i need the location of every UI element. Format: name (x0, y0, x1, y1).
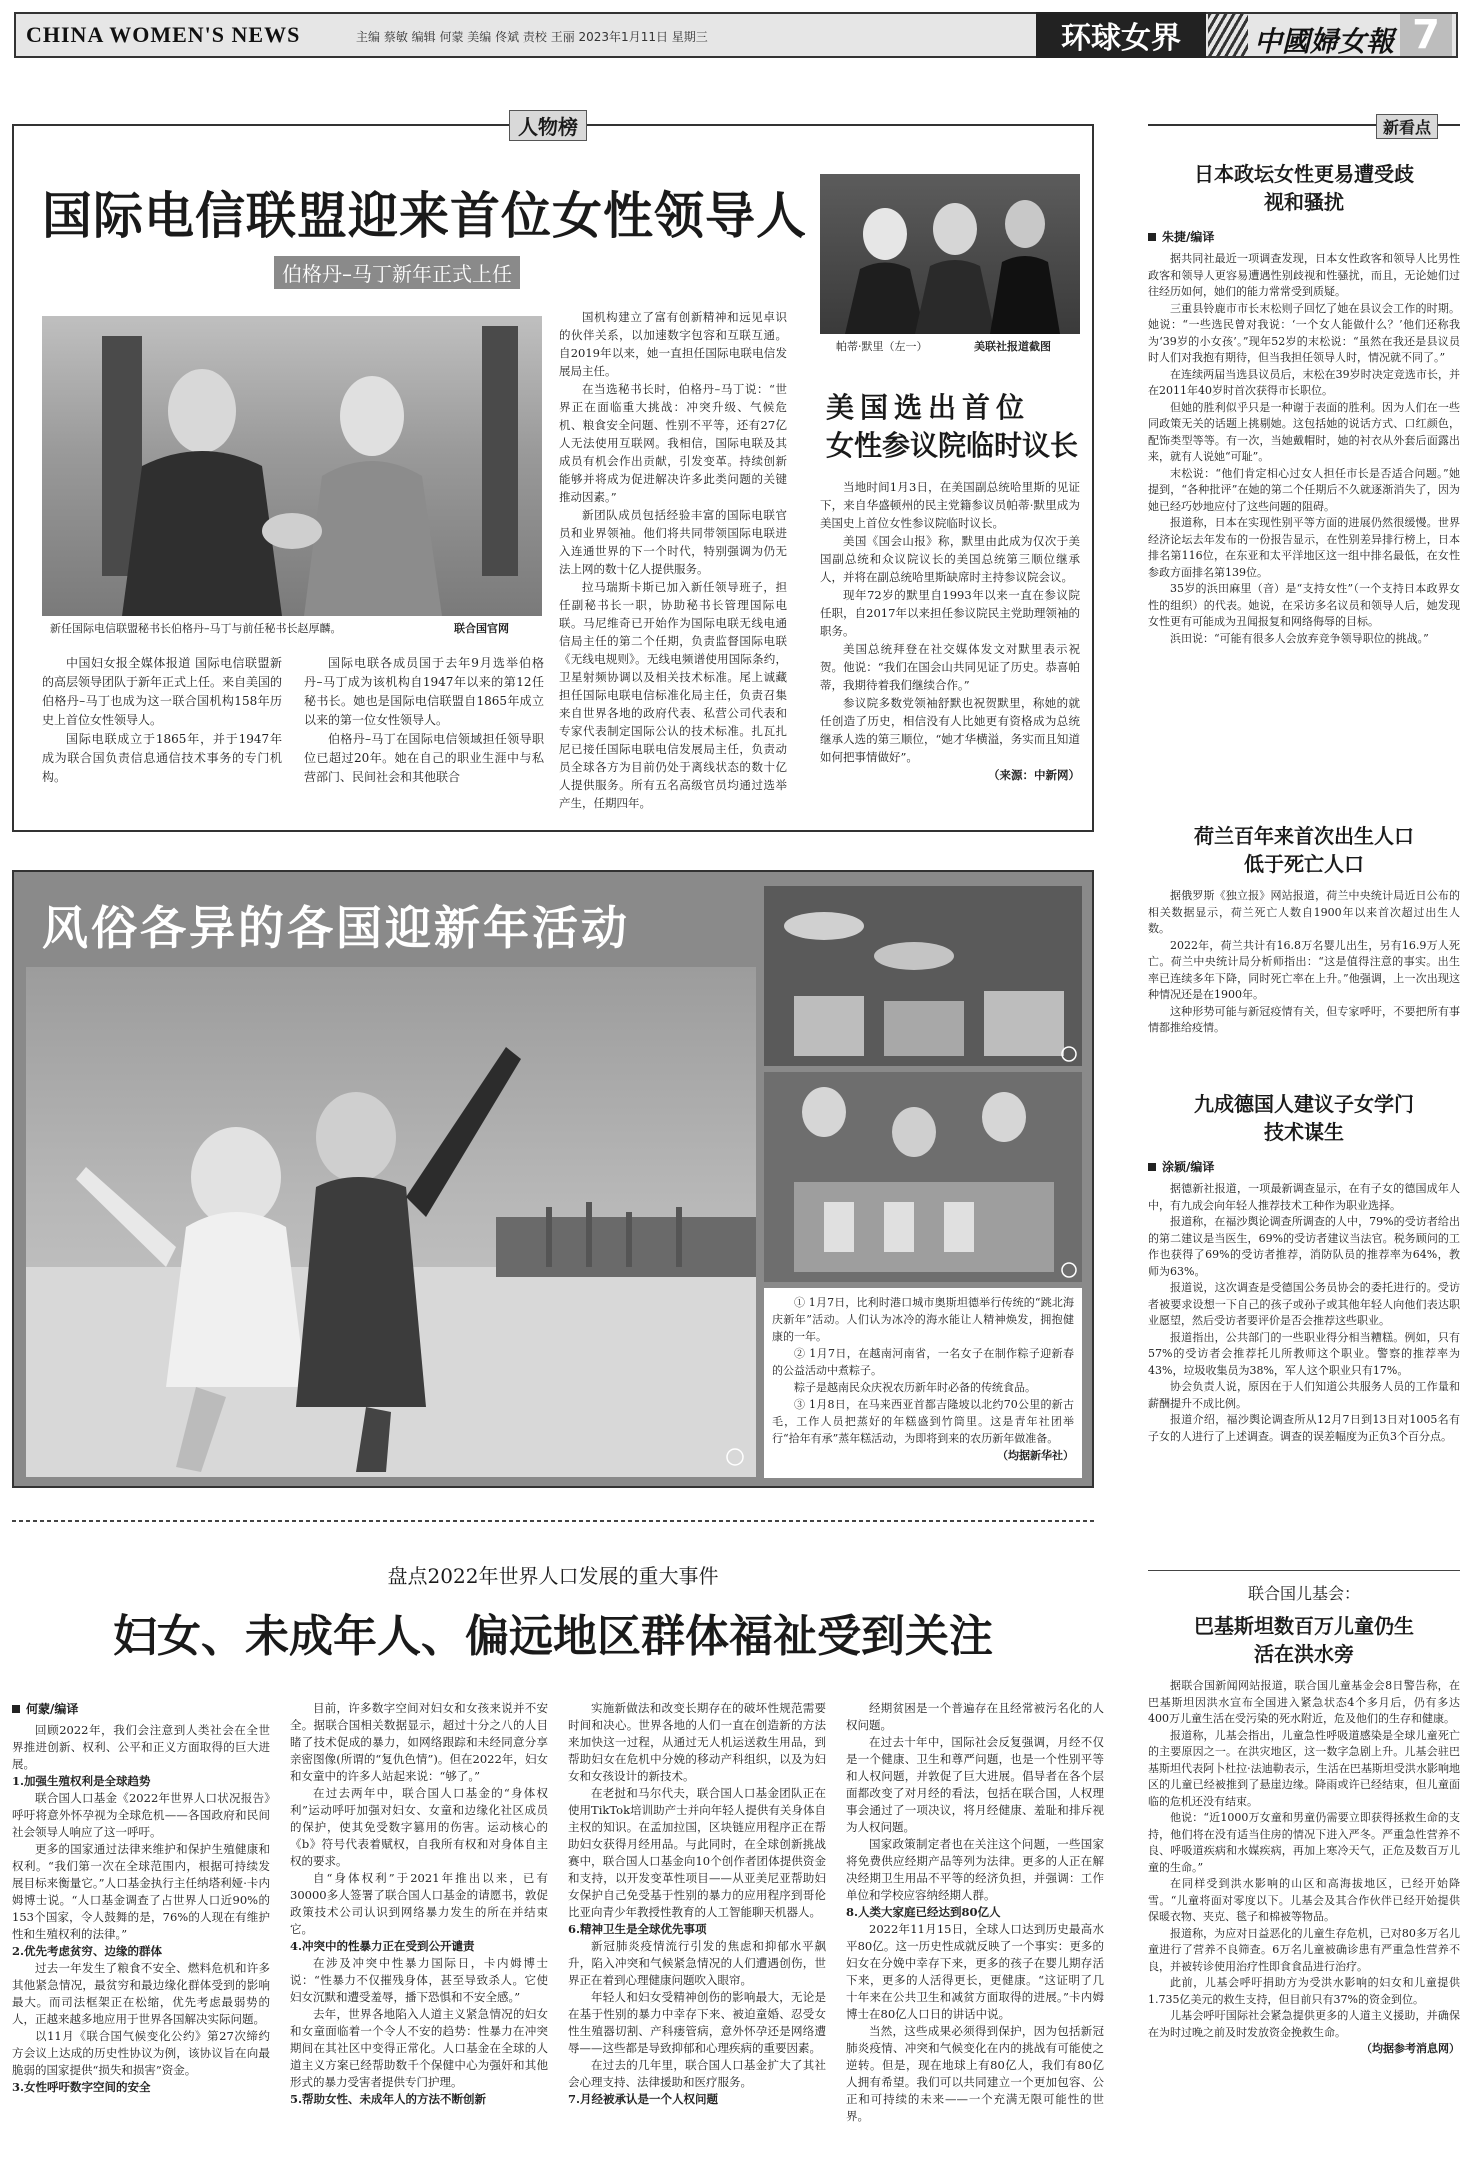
paragraph: 据共同社最近一项调查发现，日本女性政客和领导人比男性政客和领导人更容易遭遇性别歧视和性骚扰，而且，无论她们过往经历如何，她们的能力常常受到质疑。 (1148, 252, 1460, 298)
new-year-title: 风俗各异的各国迎新年活动 (42, 901, 630, 955)
story-body (1148, 251, 1460, 647)
sidebar-tag: 新看点 (1376, 114, 1438, 139)
malaysia-rice-cake-photo (764, 1072, 1082, 1282)
caption-2: ② 1月7日，在越南河南省，一名女子在制作粽子迎新春的公益活动中煮粽子。 (772, 1347, 1074, 1377)
paragraph: 在连续两届当选县议员后，末松在39岁时决定竞选市长，并在2011年40岁时首次获得市长职位。 (1148, 367, 1460, 397)
paragraph: 在老挝和马尔代夫，联合国人口基金团队正在使用TikTok培训助产士并向年轻人提供有关身体自主权的知识。在孟加拉国，区块链应用程序正在帮助妇女获得月经用品。与此同时，在全球创新挑战赛中，联合国人口基金向10个创作者团体提供资金和支持，以开发变革性项目——从亚美尼亚帮助妇女保护自己免受基于性别的暴力的应用程序到哥伦比亚向青少年教授性教育的人工智能聊天机器人。 (568, 1786, 826, 1919)
story-germany (1148, 1090, 1460, 1445)
murray-body (820, 478, 1080, 784)
story-netherlands (1148, 822, 1460, 1037)
paragraph: 三重县铃鹿市市长末松则子回忆了她在县议会工作的时期。她说：“一些选民曾对我说：‘一个女人能做什么？’他们还称我为‘39岁的小女孩’。”现年52岁的末松说：“虽然在我还是县议员时人们对我抱有期待，但当我担任领导人时，情况就不同了。” (1148, 301, 1460, 364)
itu-photo (42, 316, 542, 616)
section-heading: 8.人类大家庭已经达到80亿人 (846, 1905, 1001, 1919)
page-number: 7 (1400, 14, 1452, 56)
section-heading: 3.女性呼吁数字空间的安全 (12, 2080, 151, 2094)
source-note: （均据参考消息网） (1361, 2042, 1460, 2055)
section-heading: 7.月经被承认是一个人权问题 (568, 2092, 719, 2106)
paper-english-name: CHINA WOMEN'S NEWS (26, 22, 301, 47)
divider (12, 1520, 1094, 1522)
paragraph: 末松说：“他们肯定相心过女人担任市长是否适合问题。”她提到，“各种批评”在她的第二个任期后不久就逐渐消失了，因为她已经巧妙地应付了这些问题的阻碍。 (1148, 466, 1460, 513)
paragraph: 报道指出，公共部门的一些职业得分相当糟糕。例如，只有57%的受访者会推荐托儿所教师这个职业。警察的推荐率为43%，垃圾收集员为38%，军人这个职业只有17%。 (1148, 1330, 1460, 1377)
paragraph: 经期贫困是一个普遍存在且经常被污名化的人权问题。 (846, 1701, 1104, 1732)
murray-photo-credit: 美联社报道截图 (974, 340, 1051, 353)
hatch-decoration (1208, 14, 1248, 56)
paragraph: 新冠肺炎疫情流行引发的焦虑和抑郁水平飙升，陷入冲突和气候紧急情况的人们遭遇创伤，世界正在着到心理健康问题吹入眼帘。 (568, 1939, 826, 1987)
story-body (1148, 1181, 1460, 1445)
paragraph: 浜田说：“可能有很多人会放弃竞争领导职位的挑战。” (1170, 631, 1429, 645)
paragraph: 在过去十年中，国际社会反复强调，月经不仅是一个健康、卫生和尊严问题，也是一个性别平等和人权问题，并敦促了巨大进展。倡导者在各个层面都改变了对月经的看法，包括在联合国，人权理事会通过了一项决议，将月经健康、羞耻和排斥视为人权问题。 (846, 1735, 1104, 1834)
murray-title-line-1: 美国选出首位 (826, 391, 1031, 424)
population-author: 何蒙/编译 (12, 1700, 78, 1717)
masthead-credits: 主编 蔡敏 编辑 何蒙 美编 佟斌 责校 王丽 2023年1月11日 星期三 (356, 30, 708, 44)
paragraph: 在当选秘书长时，伯格丹–马丁说：“世界正在面临重大挑战：冲突升级、气候危机、粮食安全问题、性别不平等，还有27亿人无法使用互联网。我相信，国际电联及其成员有机会作出贡献，引发变革。持续创新能够并将成为促进解决许多此类问题的关键推动因素。” (559, 382, 787, 504)
itu-column-1 (42, 654, 282, 787)
population-kicker: 盘点2022年世界人口发展的重大事件 (387, 1564, 719, 1588)
paragraph: 去年，世界各地陷入人道主义紧急情况的妇女和女童面临着一个令人不安的趋势：性暴力在冲突期间在其社区中变得正常化。人口基金在全球的人道主义方案已经帮助数千个保健中心为强奸和其他形式的暴力受害者提供专门护理。 (290, 2007, 548, 2089)
story-japan (1148, 160, 1460, 647)
paragraph: 参议院多数党领袖舒默也祝贺默里，称她的就任创造了历史，相信没有人比她更有资格成为总统继承人选的第三顺位，“她才华横溢，务实而且知道如何把事情做好”。 (820, 696, 1080, 764)
paragraph: 2022年，荷兰共计有16.8万名婴儿出生，另有16.9万人死亡。荷兰中央统计局分析师指出：“这是值得注意的事实。出生率已连续多年下降，同时死亡率在上升。”他强调，上一次出现这种情况还是在1900年。 (1148, 938, 1460, 1001)
paragraph: 据联合国新闻网站报道，联合国儿童基金会8日警告称，在巴基斯坦因洪水宣布全国进入紧急状态4个多月后，仍有多达400万儿童生活在受污染的死水附近，危及他们的生存和健康。 (1148, 1679, 1460, 1725)
source-note: （来源：中新网） (988, 768, 1080, 782)
section-name: 环球女界 (1036, 12, 1206, 58)
new-year-feature (12, 870, 1094, 1488)
paragraph: 新团队成员包括经验丰富的国际电联官员和业界领袖。他们将共同带领国际电联进入连通世界的下一个时代，特别强调为仍无法上网的数十亿人提供服务。 (559, 508, 787, 576)
paragraph: 联合国人口基金《2022年世界人口状况报告》呼吁将意外怀孕视为全球危机——各国政府和民间社会领导人响应了这一呼吁。 (12, 1791, 270, 1839)
story-title: 日本政坛女性更易遭受歧视和骚扰 (1194, 162, 1414, 214)
paragraph: 此前，儿基会呼吁捐助方为受洪水影响的妇女和儿童提供1.735亿美元的救生支持，但目前只有37%的资金到位。 (1148, 1976, 1460, 2006)
section-heading: 6.精神卫生是全球优先事项 (568, 1922, 707, 1936)
paragraph: 国际电联各成员国于去年9月选举伯格丹–马丁成为该机构自1947年以来的第12任秘书长。她也是国际电信联盟自1865年成立以来的第一位女性领导人。 (304, 656, 544, 727)
paragraph: 报道称，为应对日益恶化的儿童生存危机，已对80多万名儿童进行了营养不良筛查。6万名儿童被确诊患有严重急性营养不良，并被转诊使用治疗性即食食品进行治疗。 (1148, 1926, 1460, 1973)
paragraph: 当地时间1月3日，在美国副总统哈里斯的见证下，来自华盛顿州的民主党籍参议员帕蒂·默里成为美国史上首位女性参议院临时议长。 (820, 480, 1080, 530)
paragraph: 他说：“近1000万女童和男童仍需要立即获得拯救生命的支持，他们将在没有适当住房的情况下进入严冬。严重急性营养不良、呼吸道疾病和水媒疾病，再加上寒冷天气，正危及数百万儿童的生命。” (1148, 1811, 1460, 1874)
itu-column-2 (304, 654, 544, 787)
story-tag: 人物榜 (509, 110, 587, 141)
section-heading: 2.优先考虑贫穷、边缘的群体 (12, 1944, 163, 1958)
paragraph: 35岁的浜田麻里（音）是“支持女性”（一个支持日本政界女性的组织）的代表。她说，在采访多名议员和领导人后，她发现女性更有可能成为丑闻报复和网络侮辱的目标。 (1148, 582, 1460, 628)
section-heading: 5.帮助女性、未成年人的方法不断创新 (290, 2092, 487, 2106)
caption-3: ③ 1月8日，在马来西亚首都吉隆坡以北约70公里的新古毛，工作人员把蒸好的年糕盛到竹筒里。这是青年社团举行“拾年有承”蒸年糕活动，为即将到来的农历新年做准备。 (772, 1398, 1074, 1445)
ostend-plunge-photo (26, 967, 756, 1477)
paper-chinese-logo: 中國婦女報 (1253, 25, 1394, 58)
paragraph: 在过去两年中，联合国人口基金的“身体权利”运动呼吁加强对妇女、女童和边缘化社区成员的保护，使其免受数字篡用的伤害。运动核心的《b》符号代表着赋权，自我所有权和对身体自主权的要求。 (290, 1786, 548, 1868)
section-heading: 4.冲突中的性暴力正在受到公开谴责 (290, 1939, 475, 1953)
paragraph: 儿基会呼吁国际社会紧急提供更多的人道主义援助，并确保在为时过晚之前及时发放资金挽救生命。 (1148, 2009, 1460, 2039)
paragraph: 报道称，日本在实现性别平等方面的进展仍然很缓慢。世界经济论坛去年发布的一份报告显示，在性别差异排行榜上，日本排名第116位，在东亚和太平洋地区这一组中排名最低，在女性参政方面排名第139位。 (1148, 516, 1460, 579)
paragraph: 美国总统拜登在社交媒体发文对默里表示祝贺。他说：“我们在国会山共同见证了历史。恭喜帕蒂，我期待着我们继续合作。” (820, 642, 1080, 692)
population-column-2 (290, 1700, 548, 2108)
paragraph: 协会负责人说，原因在于人们知道公共服务人员的工作量和薪酬提升不成比例。 (1148, 1380, 1460, 1410)
caption-2-extra: 粽子是越南民众庆祝农历新年时必备的传统食品。 (794, 1381, 1036, 1394)
paragraph: 自“身体权利”于2021年推出以来，已有30000多人签署了联合国人口基金的请愿书，敦促政策技术公司认识到网络暴力发生的所在并结束它。 (290, 1871, 548, 1936)
story-kicker: 联合国儿基会： (1247, 1584, 1360, 1603)
itu-photo-illustration (42, 316, 542, 616)
itu-story-box (12, 115, 1094, 832)
murray-photo (820, 174, 1080, 334)
story-title: 荷兰百年来首次出生人口低于死亡人口 (1194, 824, 1414, 876)
paragraph: 据德新社报道，一项最新调查显示，在有子女的德国成年人中，有九成会向年轻人推荐技术工种作为职业选择。 (1148, 1182, 1460, 1212)
paragraph: 据俄罗斯《独立报》网站报道，荷兰中央统计局近日公布的相关数据显示，荷兰死亡人数自1900年以来首次超过出生人数。 (1148, 889, 1460, 935)
population-column-1 (12, 1722, 270, 2096)
population-title: 妇女、未成年人、偏远地区群体福祉受到关注 (113, 1611, 993, 1662)
population-column-3 (568, 1700, 826, 2108)
story-author: 朱捷/编译 (1148, 228, 1460, 245)
paragraph: 现年72岁的默里自1993年以来一直在参议院任职，自2017年以来担任参议院民主党助理领袖的职务。 (820, 588, 1080, 638)
story-title: 巴基斯坦数百万儿童仍生活在洪水旁 (1194, 1614, 1414, 1666)
paragraph: 报道称，儿基会指出，儿童急性呼吸道感染是全球儿童死亡的主要原因之一。在洪灾地区，这一数字急剧上升。儿基会驻巴基斯坦代表阿卜杜拉·法迪勒表示，生活在巴基斯坦受洪水影响地区的儿童已经被推到了悬崖边缘。降雨或许已经结束，但儿童面临的危机还没有结束。 (1148, 1728, 1460, 1808)
population-column-4 (846, 1700, 1104, 2125)
story-body (1148, 1678, 1460, 2041)
paragraph: 2022年11月15日，全球人口达到历史最高水平80亿。这一历史性成就反映了一个事实：更多的妇女在分娩中幸存下来，更多的孩子在婴儿期存活下来，更多的人活得更长，更健康。“这证明了几十年来在公共卫生和减贫方面取得的进展。”卡内姆博士在80亿人口日的讲话中说。 (846, 1922, 1104, 2021)
paragraph: 年轻人和妇女受精神创伤的影响最大，无论是在基于性别的暴力中幸存下来、被迫童婚、忍受女性生殖器切割、产科瘘管病，意外怀孕还是网络遭辱——这些都是导致抑郁和心理疾病的重要因素。 (568, 1990, 826, 2055)
paragraph: 目前，许多数字空间对妇女和女孩来说并不安全。据联合国相关数据显示，超过十分之八的人目睹了技术促成的暴力，如网络跟踪和未经同意分享亲密图像(所谓的“复仇色情”)。但在2022年，妇女和女童中的许多人站起来说：“够了。” (290, 1701, 548, 1783)
itu-column-3 (559, 308, 787, 812)
divider (1148, 1570, 1460, 1571)
paragraph: 在同样受到洪水影响的山区和高海拔地区，已经开始降雪。“儿童将面对零度以下。儿基会及其合作伙伴已经开始提供保暖衣物、夹克、毯子和棉被等物品。 (1148, 1877, 1460, 1923)
paragraph: 中国妇女报全媒体报道 国际电信联盟新的高层领导团队于新年正式上任。来自美国的伯格丹–马丁也成为这一联合国机构158年历史上首位女性领导人。 (42, 656, 283, 727)
vietnam-rice-cake-photo (764, 886, 1082, 1066)
murray-photo-illustration (820, 174, 1080, 334)
itu-photo-caption: 新任国际电信联盟秘书长伯格丹–马丁与前任秘书长赵厚麟。 (50, 622, 342, 635)
murray-photo-caption: 帕蒂·默里（左一） (836, 340, 928, 353)
paragraph: 以11月《联合国气候变化公约》第27次缔约方会议上达成的历史性协议为例，该协议旨在向最脆弱的国家提供“损失和损害”资金。 (12, 2029, 270, 2077)
paragraph: 国家政策制定者也在关注这个问题，一些国家将免费供应经期产品等列为法律。更多的人正在解决经期卫生用品不平等的经济负担，并强调：工作单位和学校应容纳经期人群。 (846, 1837, 1104, 1902)
itu-photo-credit: 联合国官网 (454, 622, 509, 635)
story-pakistan (1148, 1570, 1460, 2057)
itu-title: 国际电信联盟迎来首位女性领导人 (42, 186, 807, 245)
paragraph: 当然，这些成果必须得到保护，因为包括新冠肺炎疫情、冲突和气候变化在内的挑战有可能使之逆转。但是，现在地球上有80亿人，我们有80亿人拥有希望。我们可以共同建立一个更加包容、公正和可持续的未来——一个充满无限可能性的世界。 (846, 2024, 1104, 2123)
story-title: 九成德国人建议子女学门技术谋生 (1194, 1092, 1414, 1144)
paragraph: 国机构建立了富有创新精神和远见卓识的伙伴关系，以加速数字包容和互联互通。自2019年以来，她一直担任国际电联电信发展局主任。 (559, 310, 787, 378)
new-year-caption-box (764, 1288, 1082, 1478)
paragraph: 报道说，这次调查是受德国公务员协会的委托进行的。受访者被要求设想一下自己的孩子或孙子或其他年轻人向他们表达职业愿望，然后受访者要评价是否会推荐这些职业。 (1148, 1281, 1460, 1327)
paragraph: 但她的胜利似乎只是一种谢于表面的胜利。因为人们在一些同政策无关的话题上挑剔她。这包括她的说话方式、口红颜色，配饰类型等等。有一次，当她戴帽时，她的衬衣从外套后面露出来，就有人说她“可耻”。 (1148, 400, 1460, 463)
paragraph: 报道称，在福沙舆论调查所调查的人中，79%的受访者给出的第二建议是当医生，69%的受访者建议当法官。税务顾问的工作也获得了69%的受访者推荐，消防队员的推荐率为64%，教师为63%。 (1148, 1215, 1460, 1278)
section-heading: 1.加强生殖权利是全球趋势 (12, 1774, 151, 1788)
story-author: 涂颖/编译 (1148, 1158, 1460, 1175)
caption-1: ① 1月7日，比利时港口城市奥斯坦德举行传统的“跳北海庆新年”活动。人们认为冰冷的海水能让人精神焕发，拥抱健康的一年。 (772, 1296, 1074, 1343)
paragraph: 美国《国会山报》称，默里由此成为仅次于美国副总统和众议院议长的美国总统第三顺位继承人，并将在副总统哈里斯缺席时主持参议院会议。 (820, 534, 1080, 584)
paragraph: 回顾2022年，我们会注意到人类社会在全世界推进创新、权利、公平和正义方面取得的巨大进展。 (12, 1723, 270, 1771)
paragraph: 伯格丹–马丁在国际电信领域担任领导职位已超过20年。她在自己的职业生涯中与私营部门、民间社会和其他联合 (304, 732, 544, 784)
paragraph: 在涉及冲突中性暴力国际日，卡内姆博士说：“性暴力不仅摧残身体，甚至导致杀人。它使妇女沉默和遭受羞辱，播下恐惧和不安全感。” (290, 1956, 548, 2004)
paragraph: 过去一年发生了粮食不安全、燃料危机和许多其他紧急情况，最贫穷和最边缘化群体受到的影响最大。而司法框架正在松缩，优先考虑最弱势的人，正越来越多地应用于世界各国解决实际问题。 (12, 1961, 270, 2026)
paragraph: 报道介绍，福沙舆论调查所从12月7日到13日对1005名有子女的人进行了上述调查。调查的误差幅度为正负3个百分点。 (1148, 1413, 1460, 1443)
paragraph: 拉马瑞斯卡斯已加入新任领导班子，担任副秘书长一职，协助秘书长管理国际电联。马尼维奇已开始作为国际电联无线电通信局主任的第二个任期，负责监督国际电联《无线电规则》。无线电频谱使用国际条约，卫星射频协调以及相关技术标准。尾上诚藏担任国际电联电信标准化局主任，负责召集来自世界各地的政府代表、私营公司代表和专家代表制定国际公认的技术标准。扎瓦扎尼已接任国际电联电信发展局主任，负责动员全球各方为目前仍处于离线状态的数十亿人提供服务。所有五名高级官员均通过选举产生，任期四年。 (559, 580, 787, 810)
paragraph: 国际电联成立于1865年，并于1947年成为联合国负责信息通信技术事务的专门机构。 (42, 732, 282, 784)
story-body (1148, 888, 1460, 1037)
murray-title-line-2: 女性参议院临时议长 (826, 429, 1079, 462)
masthead (14, 12, 1458, 58)
paragraph: 实施新做法和改变长期存在的破坏性规范需要时间和决心。世界各地的人们一直在创造新的方法来加快这一过程，从通过无人机运送救生用品，到帮助妇女在危机中分娩的移动产科组织，以及为妇女和女孩设计的新技术。 (568, 1701, 826, 1783)
itu-subtitle: 伯格丹–马丁新年正式上任 (274, 256, 520, 289)
paragraph: 更多的国家通过法律来维护和保护生殖健康和权利。“我们第一次在全球范围内，根据可持续发展目标来衡量它。”人口基金执行主任纳塔利娅·卡内姆博士说。“人口基金调查了占世界人口近90%的153个国家，令人鼓舞的是，76%的人现在有维护性和生殖权利的法律。” (12, 1842, 270, 1941)
paragraph: 在过去的几年里，联合国人口基金扩大了其社会心理支持、法律援助和医疗服务。 (568, 2058, 826, 2089)
paragraph: 这种形势可能与新冠疫情有关，但专家呼吁，不要把所有事情都推给疫情。 (1148, 1004, 1460, 1034)
photo-credit: （均据新华社） (997, 1449, 1074, 1462)
